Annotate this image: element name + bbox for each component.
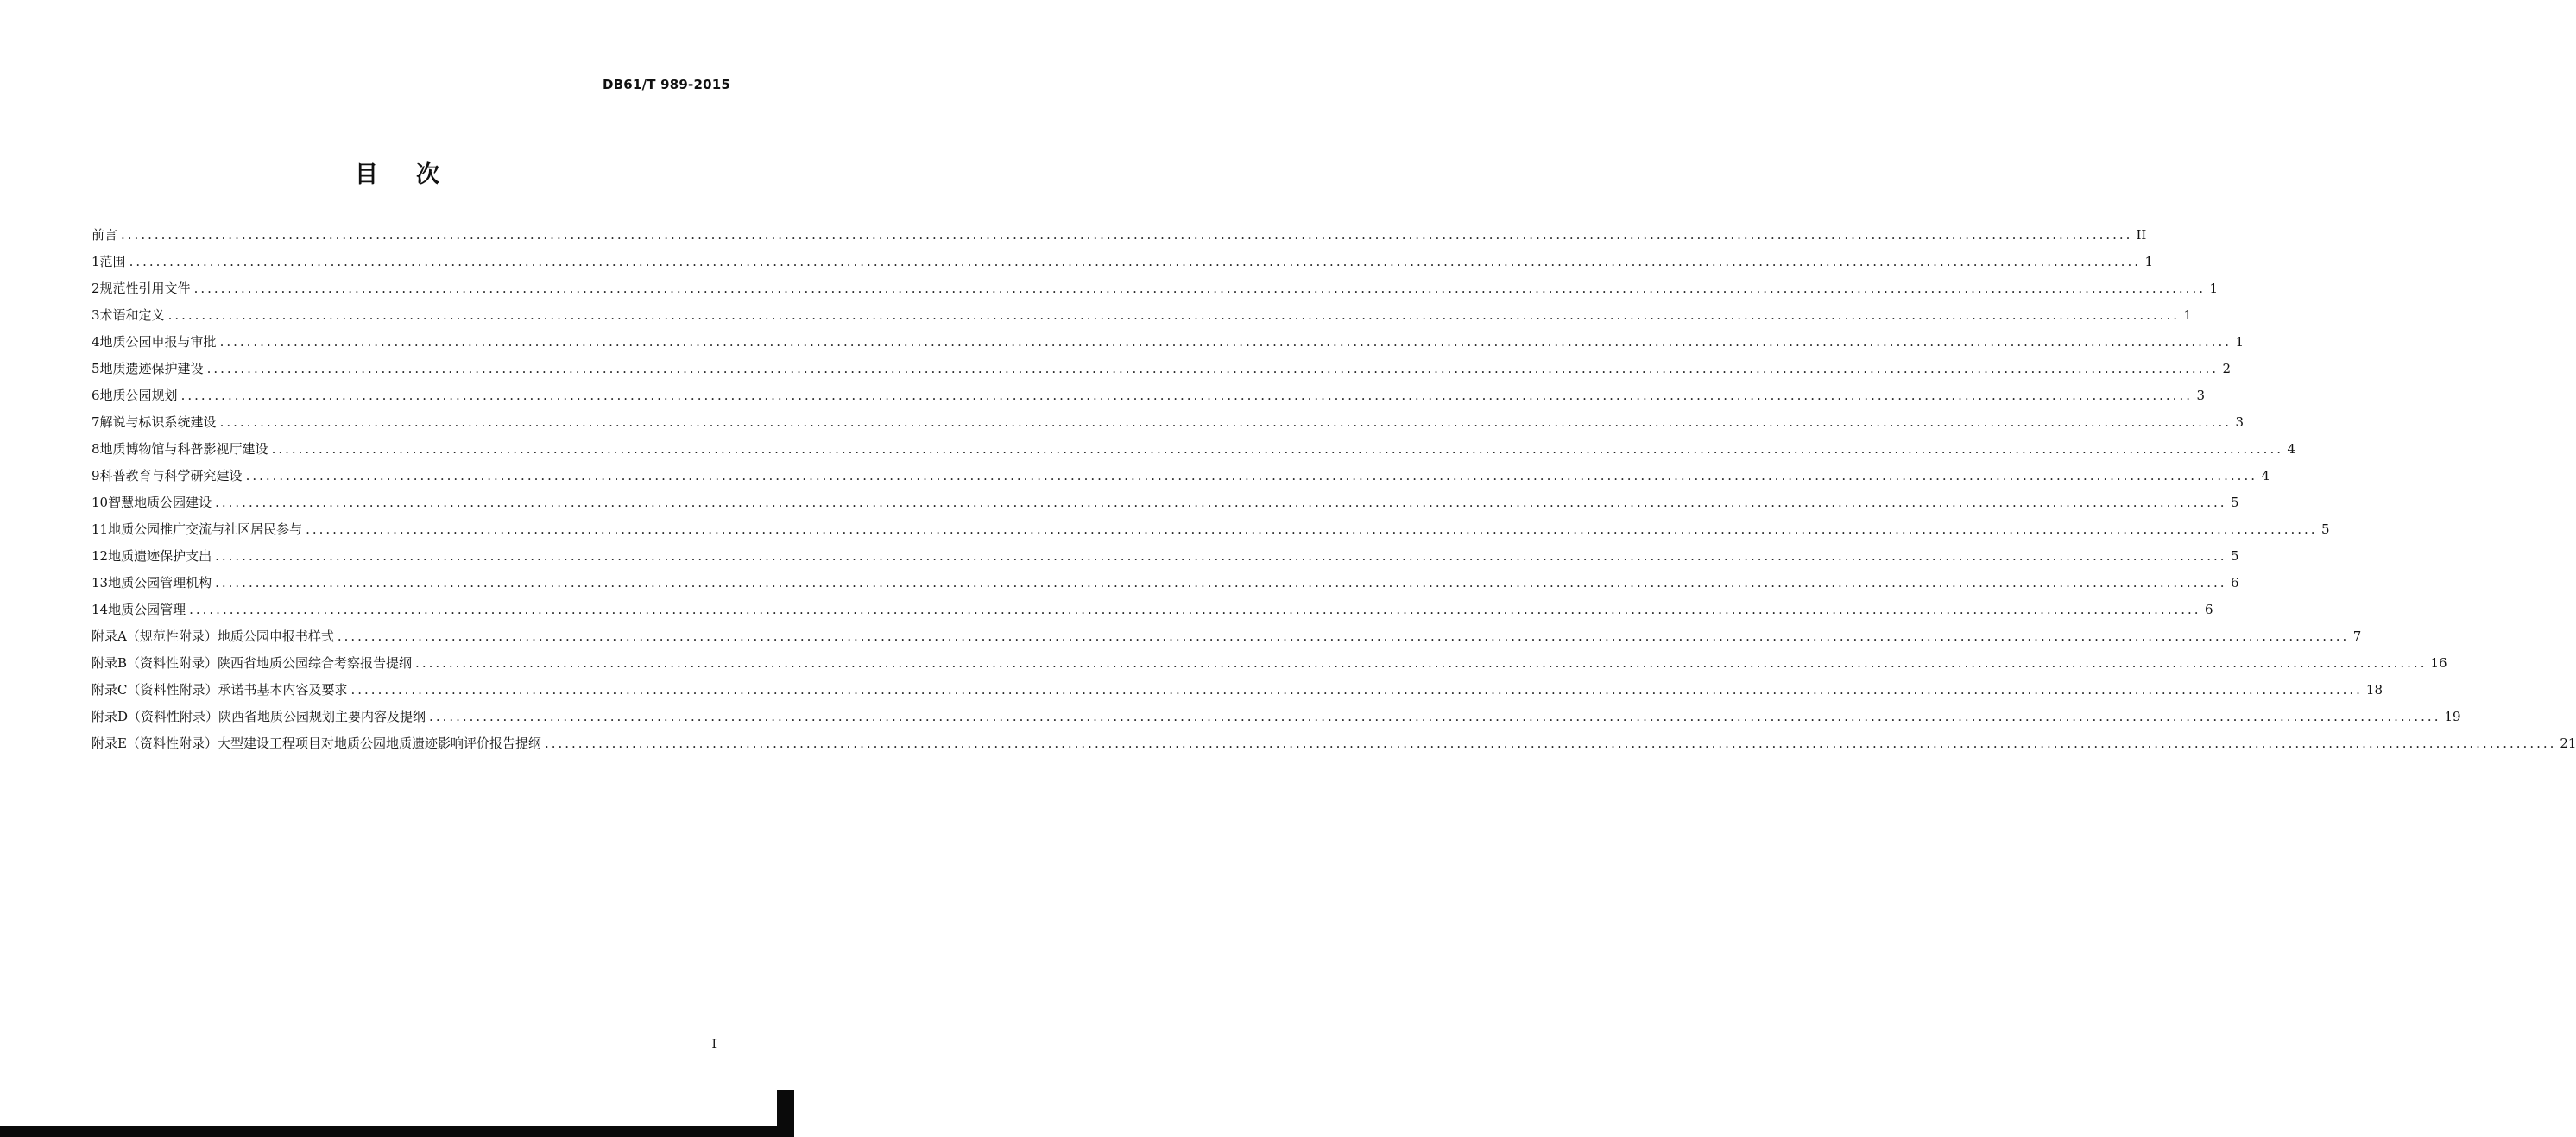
toc-entry-number: 11 (92, 521, 109, 537)
toc-entry[interactable] (92, 222, 2147, 249)
toc-title-char-1: 目 (355, 161, 378, 188)
leader-dots: ............................................................................................................................................................................................................................................................................................................ (180, 388, 2193, 403)
table-of-contents (92, 222, 2576, 757)
toc-entry-label: 地质公园申报与审批 (99, 334, 217, 350)
leader-dots: ............................................................................................................................................................................................................................................................................................................ (215, 575, 2227, 591)
leader-dots: ............................................................................................................................................................................................................................................................................................................ (215, 495, 2227, 510)
toc-entry-page: 5 (2230, 548, 2239, 564)
appendix-page: 7 (2352, 629, 2362, 644)
appendix-heading: 附录B（资料性附录） (92, 655, 218, 671)
appendix-label: 大型建设工程项目对地质公园地质遗迹影响评价报告提纲 (217, 736, 541, 751)
toc-entry-number: 10 (92, 495, 109, 510)
toc-entry-number: 6 (92, 388, 100, 403)
toc-entry-page: II (2136, 227, 2147, 243)
toc-entry[interactable] (92, 356, 2231, 382)
leader-dots: ............................................................................................................................................................................................................................................................................................................ (350, 682, 2363, 698)
leader-dots: ............................................................................................................................................................................................................................................................................................................ (121, 227, 2133, 243)
toc-entry[interactable] (92, 597, 2213, 623)
toc-entry-number: 5 (92, 361, 100, 376)
appendix-page: 16 (2430, 655, 2447, 671)
appendix-heading: 附录A（规范性附录） (92, 629, 218, 644)
leader-dots: ............................................................................................................................................................................................................................................................................................................ (544, 736, 2557, 751)
toc-entry-number: 7 (92, 414, 100, 430)
toc-entry-page: 4 (2261, 468, 2270, 483)
toc-entry-page: 1 (2183, 307, 2192, 323)
leader-dots: ............................................................................................................................................................................................................................................................................................................ (337, 629, 2350, 644)
toc-entry-label: 规范性引用文件 (99, 281, 191, 296)
appendix-page: 18 (2365, 682, 2383, 698)
toc-entry[interactable] (92, 329, 2244, 356)
toc-entry-label: 前言 (92, 227, 118, 243)
leader-dots: ............................................................................................................................................................................................................................................................................................................ (271, 441, 2283, 457)
leader-dots: ............................................................................................................................................................................................................................................................................................................ (189, 602, 2201, 617)
appendix-heading: 附录C（资料性附录） (92, 682, 218, 698)
toc-entry-number: 13 (92, 575, 109, 591)
toc-entry-number: 3 (92, 307, 100, 323)
toc-entry-label: 地质遗迹保护支出 (108, 548, 212, 564)
document-code: DB61/T 989-2015 (603, 77, 730, 92)
appendix-page: 19 (2444, 709, 2461, 724)
appendix-entry[interactable] (92, 677, 2383, 704)
toc-entry[interactable] (92, 409, 2244, 436)
appendix-entry[interactable] (92, 730, 2576, 757)
leader-dots: ............................................................................................................................................................................................................................................................................................................ (306, 521, 2318, 537)
toc-entry-page: 5 (2230, 495, 2239, 510)
appendix-entry[interactable] (92, 623, 2362, 650)
toc-entry-label: 地质遗迹保护建设 (99, 361, 204, 376)
toc-title (0, 155, 794, 189)
toc-entry-number: 14 (92, 602, 109, 617)
scan-edge-right (777, 1090, 794, 1137)
appendix-entry[interactable] (92, 650, 2447, 677)
toc-entry[interactable] (92, 463, 2270, 490)
toc-entry-label: 地质公园管理 (108, 602, 186, 617)
toc-entry-label: 解说与标识系统建设 (99, 414, 217, 430)
toc-title-char-2: 次 (416, 161, 439, 188)
leader-dots: ............................................................................................................................................................................................................................................................................................................ (167, 307, 2180, 323)
toc-entry[interactable] (92, 570, 2239, 597)
toc-entry-number: 12 (92, 548, 109, 564)
toc-entry-page: 5 (2320, 521, 2330, 537)
scan-edge-bottom (0, 1126, 777, 1137)
appendix-page: 21 (2560, 736, 2576, 751)
toc-entry-number: 8 (92, 441, 100, 457)
toc-entry[interactable] (92, 516, 2330, 543)
toc-entry[interactable] (92, 543, 2239, 570)
leader-dots: ............................................................................................................................................................................................................................................................................................................ (193, 281, 2206, 296)
leader-dots: ............................................................................................................................................................................................................................................................................................................ (245, 468, 2257, 483)
toc-entry-number: 1 (92, 254, 100, 269)
leader-dots: ............................................................................................................................................................................................................................................................................................................ (129, 254, 2141, 269)
toc-entry-label: 术语和定义 (99, 307, 165, 323)
leader-dots: ............................................................................................................................................................................................................................................................................................................ (215, 548, 2227, 564)
toc-entry-page: 3 (2196, 388, 2205, 403)
leader-dots: ............................................................................................................................................................................................................................................................................................................ (429, 709, 2441, 724)
toc-entry[interactable] (92, 302, 2192, 329)
appendix-label: 陕西省地质公园综合考察报告提纲 (218, 655, 413, 671)
toc-entry-page: 1 (2209, 281, 2218, 296)
toc-entry[interactable] (92, 436, 2295, 463)
appendix-label: 承诺书基本内容及要求 (218, 682, 348, 698)
toc-entry-number: 4 (92, 334, 100, 350)
toc-entry-label: 科普教育与科学研究建设 (99, 468, 243, 483)
toc-entry-page: 2 (2222, 361, 2231, 376)
toc-entry-page: 6 (2204, 602, 2213, 617)
appendix-heading: 附录E（资料性附录） (92, 736, 218, 751)
toc-entry-label: 地质公园推广交流与社区居民参与 (108, 521, 303, 537)
leader-dots: ............................................................................................................................................................................................................................................................................................................ (206, 361, 2219, 376)
toc-entry[interactable] (92, 490, 2239, 516)
toc-entry-page: 1 (2235, 334, 2244, 350)
toc-entry-label: 地质公园规划 (99, 388, 178, 403)
toc-entry-number: 9 (92, 468, 100, 483)
toc-entry[interactable] (92, 275, 2218, 302)
page-number: I (711, 1038, 717, 1052)
toc-entry-page: 3 (2235, 414, 2244, 430)
toc-entry-label: 地质博物馆与科普影视厅建设 (99, 441, 268, 457)
toc-entry-page: 4 (2287, 441, 2295, 457)
toc-entry[interactable] (92, 382, 2205, 409)
appendix-heading: 附录D（资料性附录） (92, 709, 219, 724)
leader-dots: ............................................................................................................................................................................................................................................................................................................ (415, 655, 2428, 671)
toc-entry-page: 1 (2144, 254, 2153, 269)
appendix-entry[interactable] (92, 704, 2461, 730)
appendix-label: 陕西省地质公园规划主要内容及提纲 (218, 709, 426, 724)
toc-entry-label: 智慧地质公园建设 (108, 495, 212, 510)
leader-dots: ............................................................................................................................................................................................................................................................................................................ (219, 414, 2232, 430)
toc-entry[interactable] (92, 249, 2153, 275)
toc-entry-label: 范围 (99, 254, 126, 269)
toc-entry-number: 2 (92, 281, 100, 296)
toc-entry-page: 6 (2230, 575, 2239, 591)
appendix-label: 地质公园申报书样式 (217, 629, 334, 644)
leader-dots: ............................................................................................................................................................................................................................................................................................................ (219, 334, 2232, 350)
toc-entry-label: 地质公园管理机构 (108, 575, 212, 591)
